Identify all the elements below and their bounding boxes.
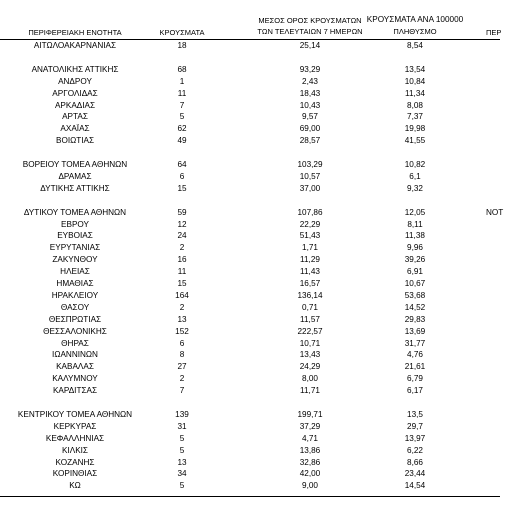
cell-avg: 13,43	[299, 350, 321, 360]
cell-per: 6,91	[407, 267, 423, 277]
cell-region: ΑΡΚΑΔΙΑΣ	[54, 100, 96, 110]
cell-cases: 5	[179, 481, 185, 491]
cell-avg: 37,00	[299, 183, 321, 193]
table-row	[0, 242, 500, 253]
cell-avg: 2,43	[302, 76, 318, 86]
cell-cases: 13	[177, 314, 187, 324]
table-row	[0, 64, 500, 75]
cell-cases: 7	[179, 386, 185, 396]
cell-per: 11,38	[405, 231, 425, 241]
cell-cases: 34	[177, 469, 187, 479]
cell-per: 9,32	[407, 183, 423, 193]
table-row	[0, 302, 500, 313]
table-row	[0, 314, 500, 325]
cell-region: ΗΛΕΙΑΣ	[60, 267, 90, 277]
cell-cases: 62	[177, 124, 187, 134]
cell-region: ΔΥΤΙΚΗΣ ΑΤΤΙΚΗΣ	[40, 183, 110, 193]
table-row	[0, 349, 500, 360]
cell-per: 9,96	[407, 243, 423, 253]
cell-per: 7,37	[407, 112, 423, 122]
cell-per: 8,66	[407, 457, 423, 467]
cell-per: 21,61	[404, 362, 426, 372]
cell-region: ΚΙΛΚΙΣ	[61, 445, 88, 455]
header-region: ΠΕΡΙΦΕΡΕΙΑΚΗ ΕΝΟΤΗΤΑ	[28, 28, 122, 37]
cell-cases: 15	[177, 183, 187, 193]
cell-per: 12,05	[404, 207, 426, 217]
cell-avg: 11,57	[300, 314, 320, 324]
table-row	[0, 76, 500, 87]
cell-per: 11,34	[405, 88, 425, 98]
cell-per: 29,83	[404, 314, 426, 324]
cell-cases: 11	[177, 267, 187, 277]
cell-per: 6,17	[407, 386, 423, 396]
table-row	[0, 266, 500, 277]
cell-per: 13,69	[404, 326, 426, 336]
table-row	[0, 445, 500, 456]
cell-avg: 9,00	[302, 481, 318, 491]
table-row	[0, 207, 504, 218]
cell-avg: 4,71	[302, 433, 318, 443]
table-row	[0, 88, 500, 99]
cell-region: ΘΗΡΑΣ	[61, 338, 89, 348]
cell-avg: 93,29	[299, 64, 321, 74]
table-row	[0, 159, 500, 170]
cell-per: 14,54	[404, 481, 426, 491]
cell-region: ΑΡΓΟΛΙΔΑΣ	[52, 88, 98, 98]
bottom-divider	[0, 496, 500, 497]
table-row	[0, 457, 500, 468]
cell-avg: 28,57	[299, 136, 321, 146]
cell-region: ΘΕΣΠΡΩΤΙΑΣ	[48, 314, 102, 324]
cell-avg: 37,29	[299, 421, 321, 431]
cell-region: ΚΕΝΤΡΙΚΟΥ ΤΟΜΕΑ ΑΘΗΝΩΝ	[17, 409, 133, 419]
cell-region: ΑΝΔΡΟΥ	[58, 76, 92, 86]
cell-region: ΚΟΖΑΝΗΣ	[55, 457, 95, 467]
cell-region: ΚΕΦΑΛΛΗΝΙΑΣ	[45, 433, 105, 443]
cell-region: ΑΙΤΩΛΟΑΚΑΡΝΑΝΙΑΣ	[33, 41, 117, 50]
cell-cases: 12	[177, 219, 187, 229]
cell-cases: 6	[179, 171, 185, 181]
header-avg-line2: ΤΩΝ ΤΕΛΕΥΤΑΙΩΝ 7 ΗΜΕΡΩΝ	[257, 27, 363, 36]
table-row	[0, 171, 500, 182]
table-row	[0, 409, 500, 420]
header-avg-line1: ΜΕΣΟΣ ΟΡΟΣ ΚΡΟΥΣΜΑΤΩΝ	[258, 16, 362, 25]
cell-cases: 6	[179, 338, 185, 348]
cell-avg: 69,00	[299, 124, 321, 134]
cell-avg: 11,43	[300, 267, 320, 277]
table-row	[0, 433, 500, 444]
header-cases: ΚΡΟΥΣΜΑΤΑ	[159, 28, 205, 37]
cell-region: ΖΑΚΥΝΘΟΥ	[52, 255, 98, 265]
cell-cases: 68	[177, 64, 187, 74]
cell-extra: ΝΟΤ	[486, 207, 504, 217]
cell-per: 23,44	[404, 469, 426, 479]
table-row	[0, 40, 500, 51]
cell-cases: 15	[177, 279, 187, 288]
cell-per: 4,76	[407, 350, 423, 360]
cell-avg: 10,71	[299, 338, 321, 348]
cell-avg: 24,29	[299, 362, 321, 372]
cell-cases: 1	[179, 76, 185, 86]
table-row	[0, 468, 500, 479]
cell-avg: 10,57	[299, 171, 321, 181]
cell-avg: 16,57	[299, 279, 321, 288]
cell-avg: 51,43	[299, 231, 321, 241]
cell-avg: 22,29	[299, 219, 321, 229]
table-row	[0, 278, 500, 289]
cell-region: ΙΩΑΝΝΙΝΩΝ	[52, 350, 98, 360]
cell-per: 39,26	[404, 255, 426, 265]
cell-cases: 2	[179, 374, 185, 384]
cell-cases: 49	[177, 136, 187, 146]
cell-per: 10,67	[404, 279, 426, 288]
cell-per: 10,82	[404, 160, 426, 169]
cell-region: ΒΟΡΕΙΟΥ ΤΟΜΕΑ ΑΘΗΝΩΝ	[22, 160, 128, 169]
cell-per: 13,5	[407, 409, 423, 419]
table-row	[0, 385, 500, 396]
cell-avg: 32,86	[299, 457, 321, 467]
cell-per: 53,68	[404, 290, 426, 300]
cell-per: 6,1	[409, 171, 421, 181]
table-row	[0, 123, 500, 134]
cell-region: ΚΟΡΙΝΘΙΑΣ	[52, 469, 98, 479]
cell-cases: 18	[177, 41, 187, 50]
cell-avg: 199,71	[297, 409, 323, 419]
cell-avg: 25,14	[299, 41, 321, 50]
cell-avg: 13,86	[299, 445, 321, 455]
cell-per: 8,11	[407, 219, 423, 229]
cell-cases: 16	[177, 255, 187, 265]
cell-region: ΚΩ	[69, 481, 81, 491]
cell-per: 10,84	[404, 76, 426, 86]
table-row	[0, 361, 500, 372]
cell-cases: 2	[179, 243, 185, 253]
table-row	[0, 421, 500, 432]
table-row	[0, 254, 500, 265]
cell-avg: 0,71	[302, 302, 318, 312]
cell-avg: 11,29	[300, 255, 320, 265]
cell-region: ΕΥΒΟΙΑΣ	[57, 231, 93, 241]
cell-cases: 27	[177, 362, 187, 372]
header-extra: ΠΕΡ	[486, 28, 502, 37]
cell-cases: 13	[177, 457, 187, 467]
cell-avg: 9,57	[302, 112, 318, 122]
cell-per: 29,7	[407, 421, 423, 431]
cell-cases: 31	[177, 421, 187, 431]
cell-per: 8,08	[407, 100, 423, 110]
cell-region: ΔΡΑΜΑΣ	[58, 171, 92, 181]
table-row	[0, 290, 500, 301]
cell-cases: 7	[179, 100, 185, 110]
cell-region: ΘΕΣΣΑΛΟΝΙΚΗΣ	[43, 326, 107, 336]
cell-avg: 107,86	[297, 207, 323, 217]
cell-per: 14,52	[404, 302, 426, 312]
cell-cases: 164	[175, 290, 189, 300]
cell-cases: 24	[177, 231, 187, 241]
cell-avg: 11,71	[300, 386, 320, 396]
cell-avg: 8,00	[302, 374, 318, 384]
cell-avg: 136,14	[297, 290, 323, 300]
cell-per: 19,98	[404, 124, 426, 134]
table-row	[0, 338, 500, 349]
table-row	[0, 480, 500, 491]
cell-region: ΑΧΑΪΑΣ	[60, 124, 90, 134]
cell-region: ΕΥΡΥΤΑΝΙΑΣ	[49, 243, 101, 253]
cell-region: ΗΜΑΘΙΑΣ	[56, 279, 94, 288]
cell-region: ΚΑΒΑΛΑΣ	[56, 362, 94, 372]
cell-region: ΕΒΡΟΥ	[61, 219, 89, 229]
cell-avg: 10,43	[299, 100, 321, 110]
cell-avg: 1,71	[302, 243, 318, 253]
table-row	[0, 111, 500, 122]
cell-region: ΚΑΛΥΜΝΟΥ	[52, 374, 98, 384]
header-per-line1: ΚΡΟΥΣΜΑΤΑ ΑΝΑ 100000	[366, 15, 464, 24]
cell-per: 6,22	[407, 445, 423, 455]
cell-cases: 152	[175, 326, 189, 336]
cell-region: ΑΡΤΑΣ	[62, 112, 88, 122]
table-row	[0, 373, 500, 384]
cell-region: ΔΥΤΙΚΟΥ ΤΟΜΕΑ ΑΘΗΝΩΝ	[23, 207, 127, 217]
table-row	[0, 326, 500, 337]
table-row	[0, 100, 500, 111]
table-row	[0, 135, 500, 146]
cell-per: 8,54	[407, 41, 423, 50]
header-per-line2: ΠΛΗΘΥΣΜΟ	[393, 27, 437, 36]
table-row	[0, 183, 500, 194]
cell-avg: 42,00	[299, 469, 321, 479]
cell-per: 13,54	[404, 64, 426, 74]
cell-avg: 222,57	[297, 326, 323, 336]
cell-region: ΚΑΡΔΙΤΣΑΣ	[52, 386, 98, 396]
cell-per: 6,79	[407, 374, 423, 384]
table-row	[0, 230, 500, 241]
cell-per: 41,55	[404, 136, 426, 146]
cell-cases: 11	[177, 88, 187, 98]
cell-per: 31,77	[404, 338, 426, 348]
cell-region: ΘΑΣΟΥ	[60, 302, 90, 312]
cell-cases: 5	[179, 433, 185, 443]
cell-region: ΑΝΑΤΟΛΙΚΗΣ ΑΤΤΙΚΗΣ	[31, 64, 119, 74]
cell-cases: 5	[179, 112, 185, 122]
cell-avg: 103,29	[297, 160, 323, 169]
cell-cases: 8	[179, 350, 185, 360]
cell-per: 13,97	[404, 433, 426, 443]
cell-cases: 59	[177, 207, 187, 217]
cell-cases: 139	[175, 409, 189, 419]
cell-cases: 5	[179, 445, 185, 455]
cell-cases: 2	[179, 302, 185, 312]
cell-region: ΒΟΙΩΤΙΑΣ	[55, 136, 95, 146]
cell-avg: 18,43	[299, 88, 321, 98]
cell-region: ΗΡΑΚΛΕΙΟΥ	[51, 290, 99, 300]
cell-cases: 64	[177, 160, 187, 169]
cell-region: ΚΕΡΚΥΡΑΣ	[53, 421, 97, 431]
table-row	[0, 219, 500, 230]
